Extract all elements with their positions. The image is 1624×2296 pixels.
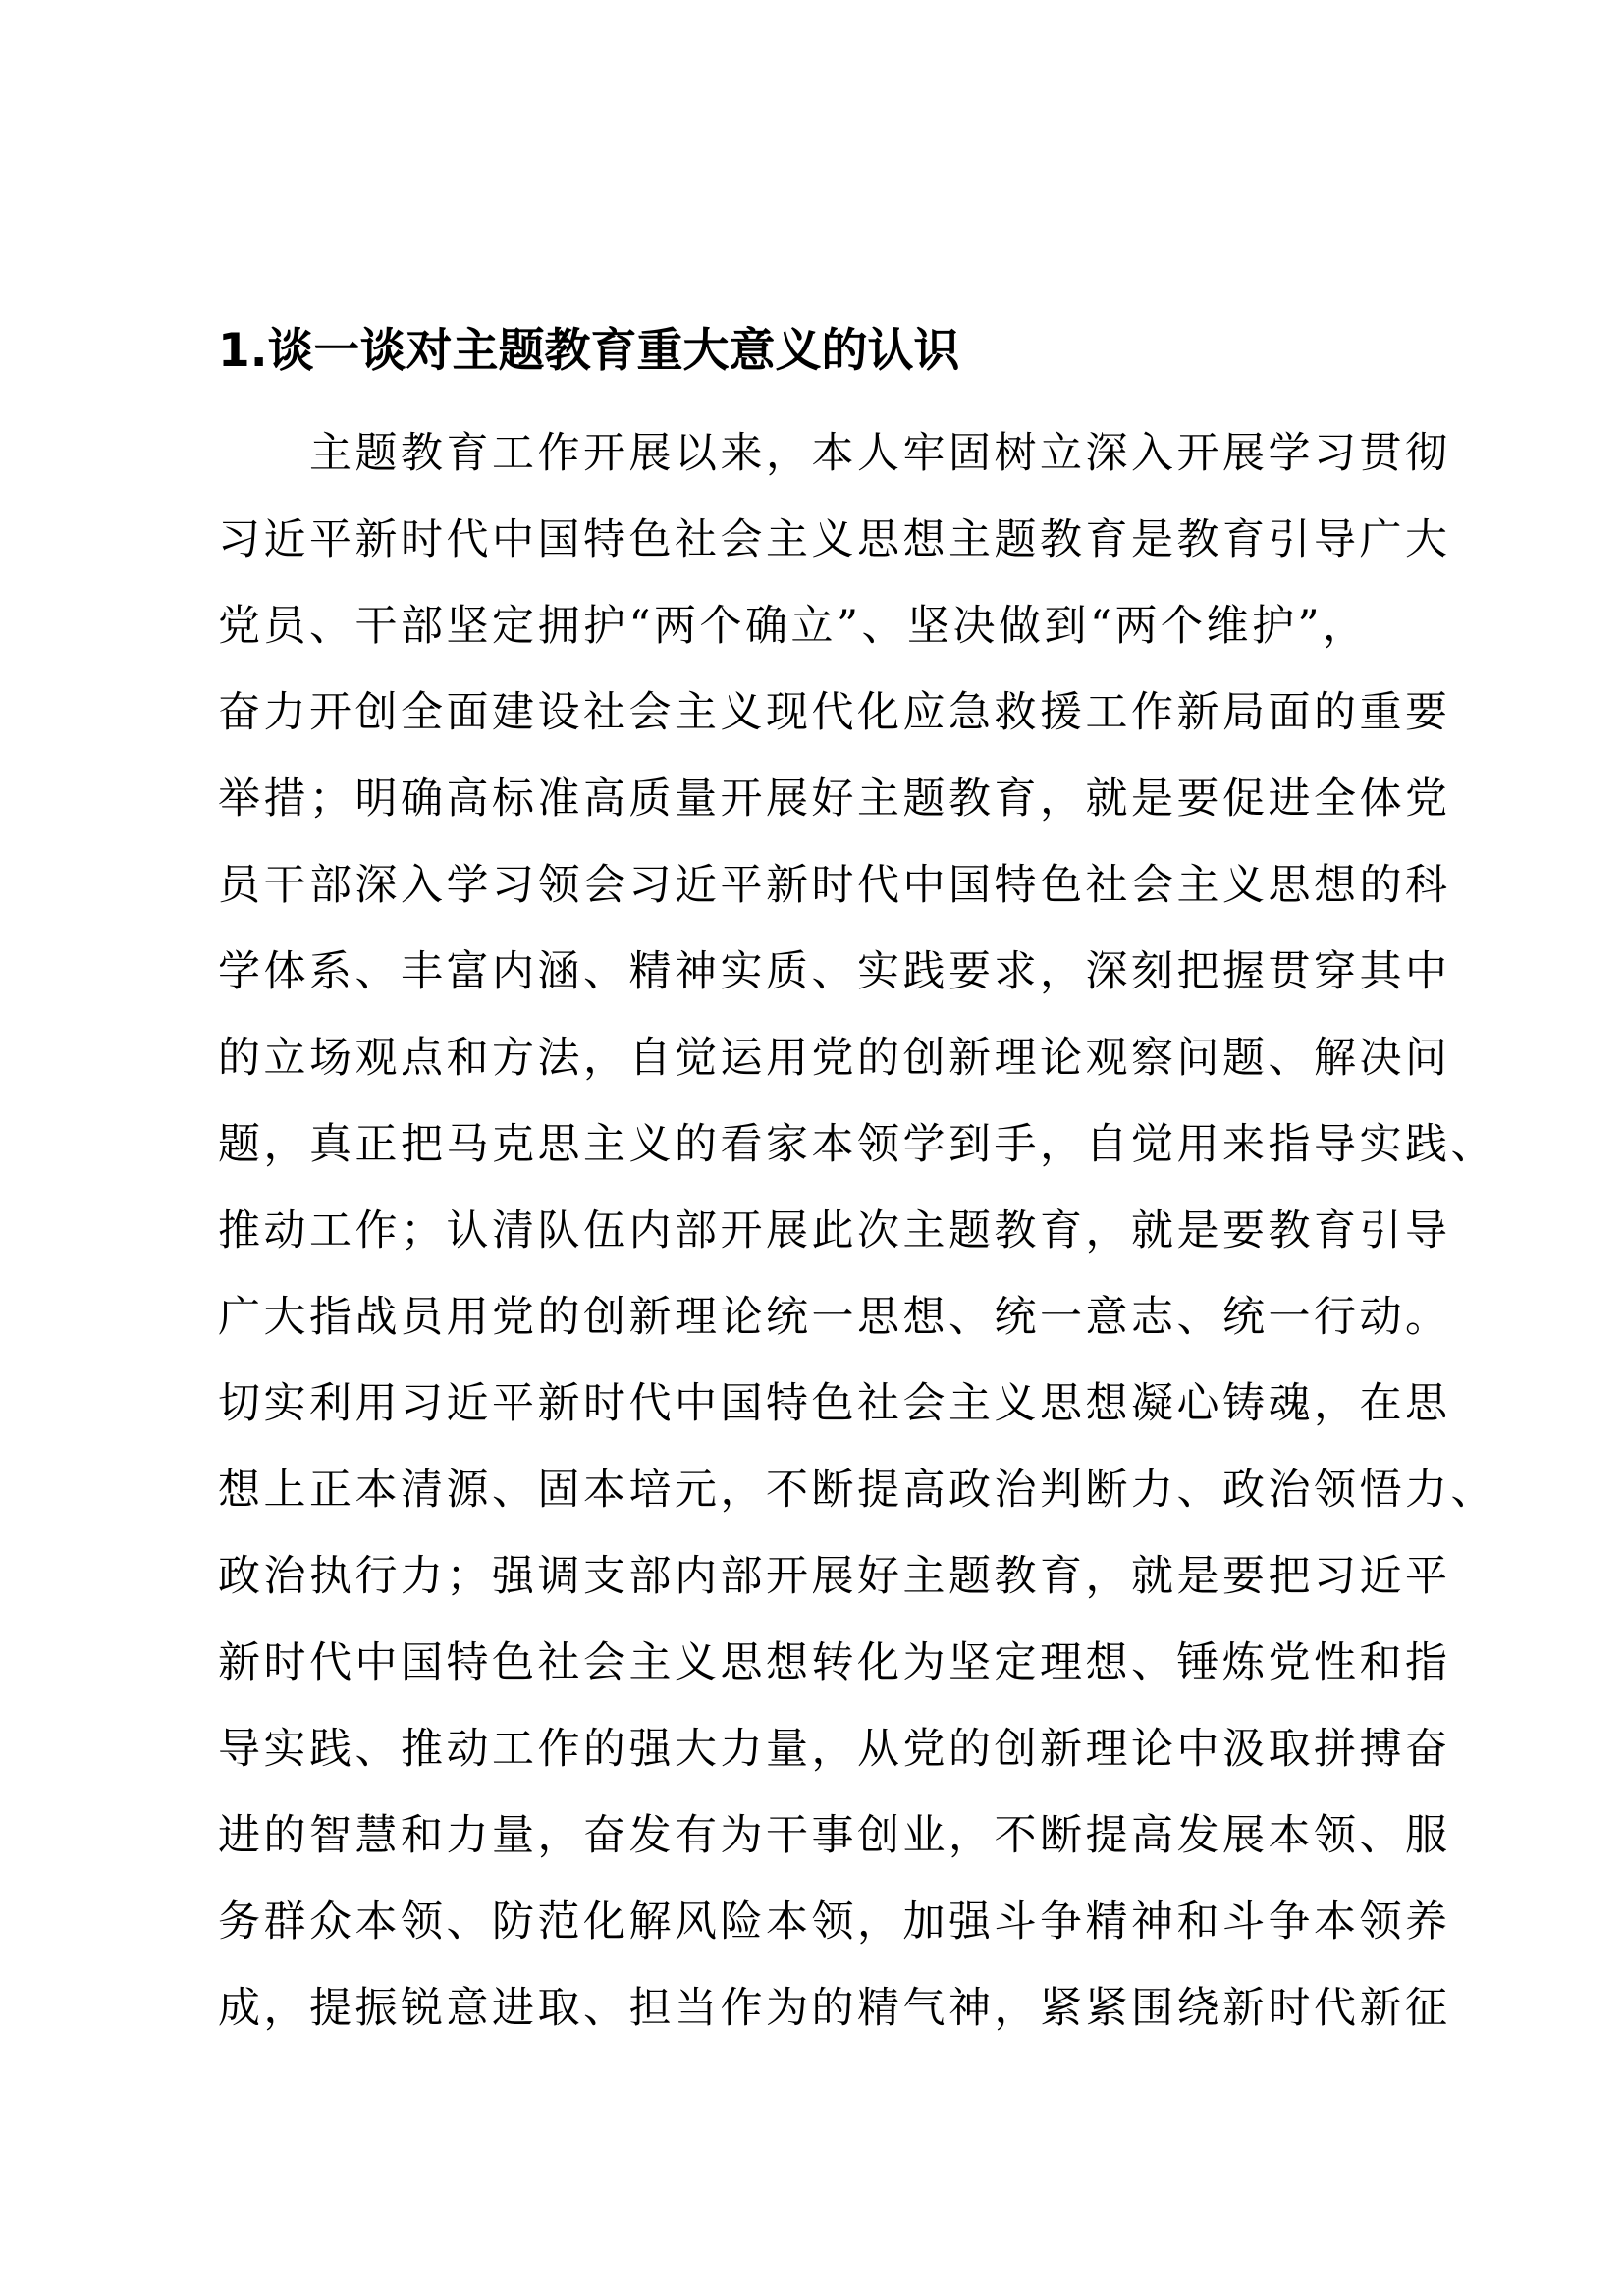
text-line: 务群众本领、防范化解风险本领，加强斗争精神和斗争本领养 xyxy=(218,1897,1451,1947)
text-line: 导实践、推动工作的强大力量，从党的创新理论中汲取拼搏奋 xyxy=(218,1725,1451,1774)
text-line: 进的智慧和力量，奋发有为干事创业，不断提高发展本领、服 xyxy=(218,1811,1451,1860)
body-paragraph xyxy=(218,410,1496,2052)
text-line: 奋力开创全面建设社会主义现代化应急救援工作新局面的重要 xyxy=(218,688,1451,737)
text-line: 员干部深入学习领会习近平新时代中国特色社会主义思想的科 xyxy=(218,861,1451,910)
text-line: 广大指战员用党的创新理论统一思想、统一意志、统一行动。 xyxy=(218,1293,1451,1342)
text-line: 党员、干部坚定拥护“两个确立”、坚决做到“两个维护”， xyxy=(218,602,1369,651)
text-line: 成，提振锐意进取、担当作为的精气神，紧紧围绕新时代新征 xyxy=(218,1984,1451,2033)
text-line: 习近平新时代中国特色社会主义思想主题教育是教育引导广大 xyxy=(218,515,1451,564)
text-line: 政治执行力；强调支部内部开展好主题教育，就是要把习近平 xyxy=(218,1552,1451,1601)
text-line: 切实利用习近平新时代中国特色社会主义思想凝心铸魂，在思 xyxy=(218,1379,1451,1428)
text-line: 主题教育工作开展以来，本人牢固树立深入开展学习贯彻 xyxy=(218,429,1451,478)
text-line: 学体系、丰富内涵、精神实质、实践要求，深刻把握贯穿其中 xyxy=(218,947,1451,996)
text-line: 想上正本清源、固本培元，不断提高政治判断力、政治领悟力、 xyxy=(218,1466,1496,1515)
text-line: 题，真正把马克思主义的看家本领学到手，自觉用来指导实践、 xyxy=(218,1120,1496,1169)
text-line: 举措；明确高标准高质量开展好主题教育，就是要促进全体党 xyxy=(218,774,1451,824)
text-line: 的立场观点和方法，自觉运用党的创新理论观察问题、解决问 xyxy=(218,1034,1451,1083)
text-line: 新时代中国特色社会主义思想转化为坚定理想、锤炼党性和指 xyxy=(218,1638,1451,1687)
section-heading: 1.谈一谈对主题教育重大意义的认识 xyxy=(218,324,960,378)
text-line: 推动工作；认清队伍内部开展此次主题教育，就是要教育引导 xyxy=(218,1206,1451,1255)
